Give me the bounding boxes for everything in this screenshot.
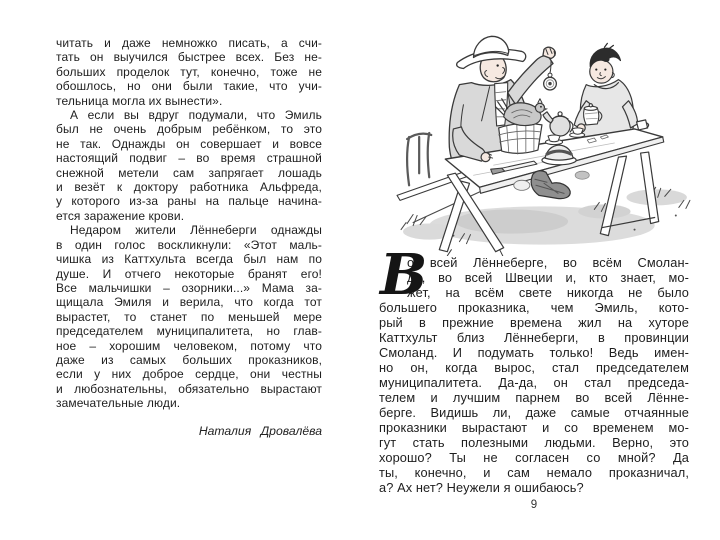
text-line: де, во всей Швеции и, кто знает, мо-	[407, 270, 689, 285]
text-line: щищала Эмиля и верила, что когда тот	[56, 295, 322, 310]
text-line: и любознательны, обязательно вырастают	[56, 381, 322, 396]
text-line: читать и даже немножко писать, а счи-	[56, 36, 322, 50]
text-line: жет, на всём свете никогда не было	[407, 285, 689, 300]
illustration	[393, 24, 705, 256]
teapot	[543, 112, 573, 136]
text-line: Каттхульт близ Лённеберги, в провинции	[379, 330, 689, 345]
text-line: Смоланд. И подумать только! Ведь имен-	[379, 345, 689, 360]
text-line: телем и лучшим парнем во всей Лённе-	[379, 390, 689, 405]
text-line: ты, конечно, и сам немало проказничал,	[379, 465, 689, 480]
text-line: о всей Лённеберге, во всём Смолан-	[407, 255, 689, 270]
text-line: Все мальчишки – озорники...» Мама за-	[56, 280, 322, 295]
text-line: председателем муниципалитета, но глав-	[56, 324, 322, 339]
text-line: но он, когда вырос, стал председателем	[379, 360, 689, 375]
text-line: и везёт к доктору работника Альфреда,	[56, 180, 322, 195]
text-line: был не очень добрым ребёнком, то это	[56, 122, 322, 137]
text-line: гут стать полезными людьми. Верно, это	[379, 435, 689, 450]
text-line: тать он выучился быстрее всех. Без не-	[56, 50, 322, 65]
text-line: Недаром жители Лённеберги однажды	[70, 223, 322, 238]
text-line: замечательные люди.	[56, 396, 181, 411]
text-line: настоящий подвиг – во время страшной	[56, 151, 322, 166]
text-line: проказники вырастают и со временем мо-	[379, 420, 689, 435]
text-line: не так. Однажды он совершает и вовсе	[56, 136, 322, 151]
text-line: А если вы вдруг подумали, что Эмиль	[70, 108, 322, 123]
right-page-text	[379, 242, 689, 495]
text-line: ное – хорошим человеком, потому что	[56, 338, 322, 353]
text-line: хорошо? Ты не согласен со мной? Да	[379, 450, 689, 465]
text-line: душе. И отчего некоторые бранят его!	[56, 266, 322, 281]
text-line: рый в прежние времена жил на хуторе	[379, 315, 689, 330]
text-line: больших проделок тут, конечно, тоже не	[56, 64, 322, 79]
text-line: снежной метели сам запрягает лошадь	[56, 165, 322, 180]
text-line: ется заражение крови.	[56, 208, 185, 223]
page-number: 9	[530, 499, 538, 511]
text-line: тельница могла их вынести».	[56, 93, 223, 108]
chair-back	[407, 133, 431, 185]
text-line: а? Ах нет? Неужели я ошибаюсь?	[379, 480, 584, 495]
text-line: обошлось, но они были такие, что учи-	[56, 79, 322, 94]
text-line: в один голос воскликнули: «Этот маль-	[56, 237, 322, 252]
text-line: вырастет, то станет по меньшей мере	[56, 309, 322, 324]
text-line: даже из самых больших проказников,	[56, 352, 322, 367]
text-line: муниципалитета. Да-да, он стал председа-	[379, 375, 689, 390]
text-line: большего проказника, чем Эмиль, кото-	[379, 300, 689, 315]
text-line: чишка из Каттхульта всегда был нам по	[56, 252, 322, 267]
text-line: если у них доброе сердце, они честны	[56, 367, 322, 382]
drop-cap: В	[380, 242, 428, 308]
text-line: у которого из-за раны на пальце начина-	[56, 194, 322, 209]
author-signature: Наталия Дровалёва	[198, 423, 322, 438]
left-page-text	[56, 36, 322, 438]
text-line: берге. Видишь ли, даже самые отчаянные	[379, 405, 689, 420]
